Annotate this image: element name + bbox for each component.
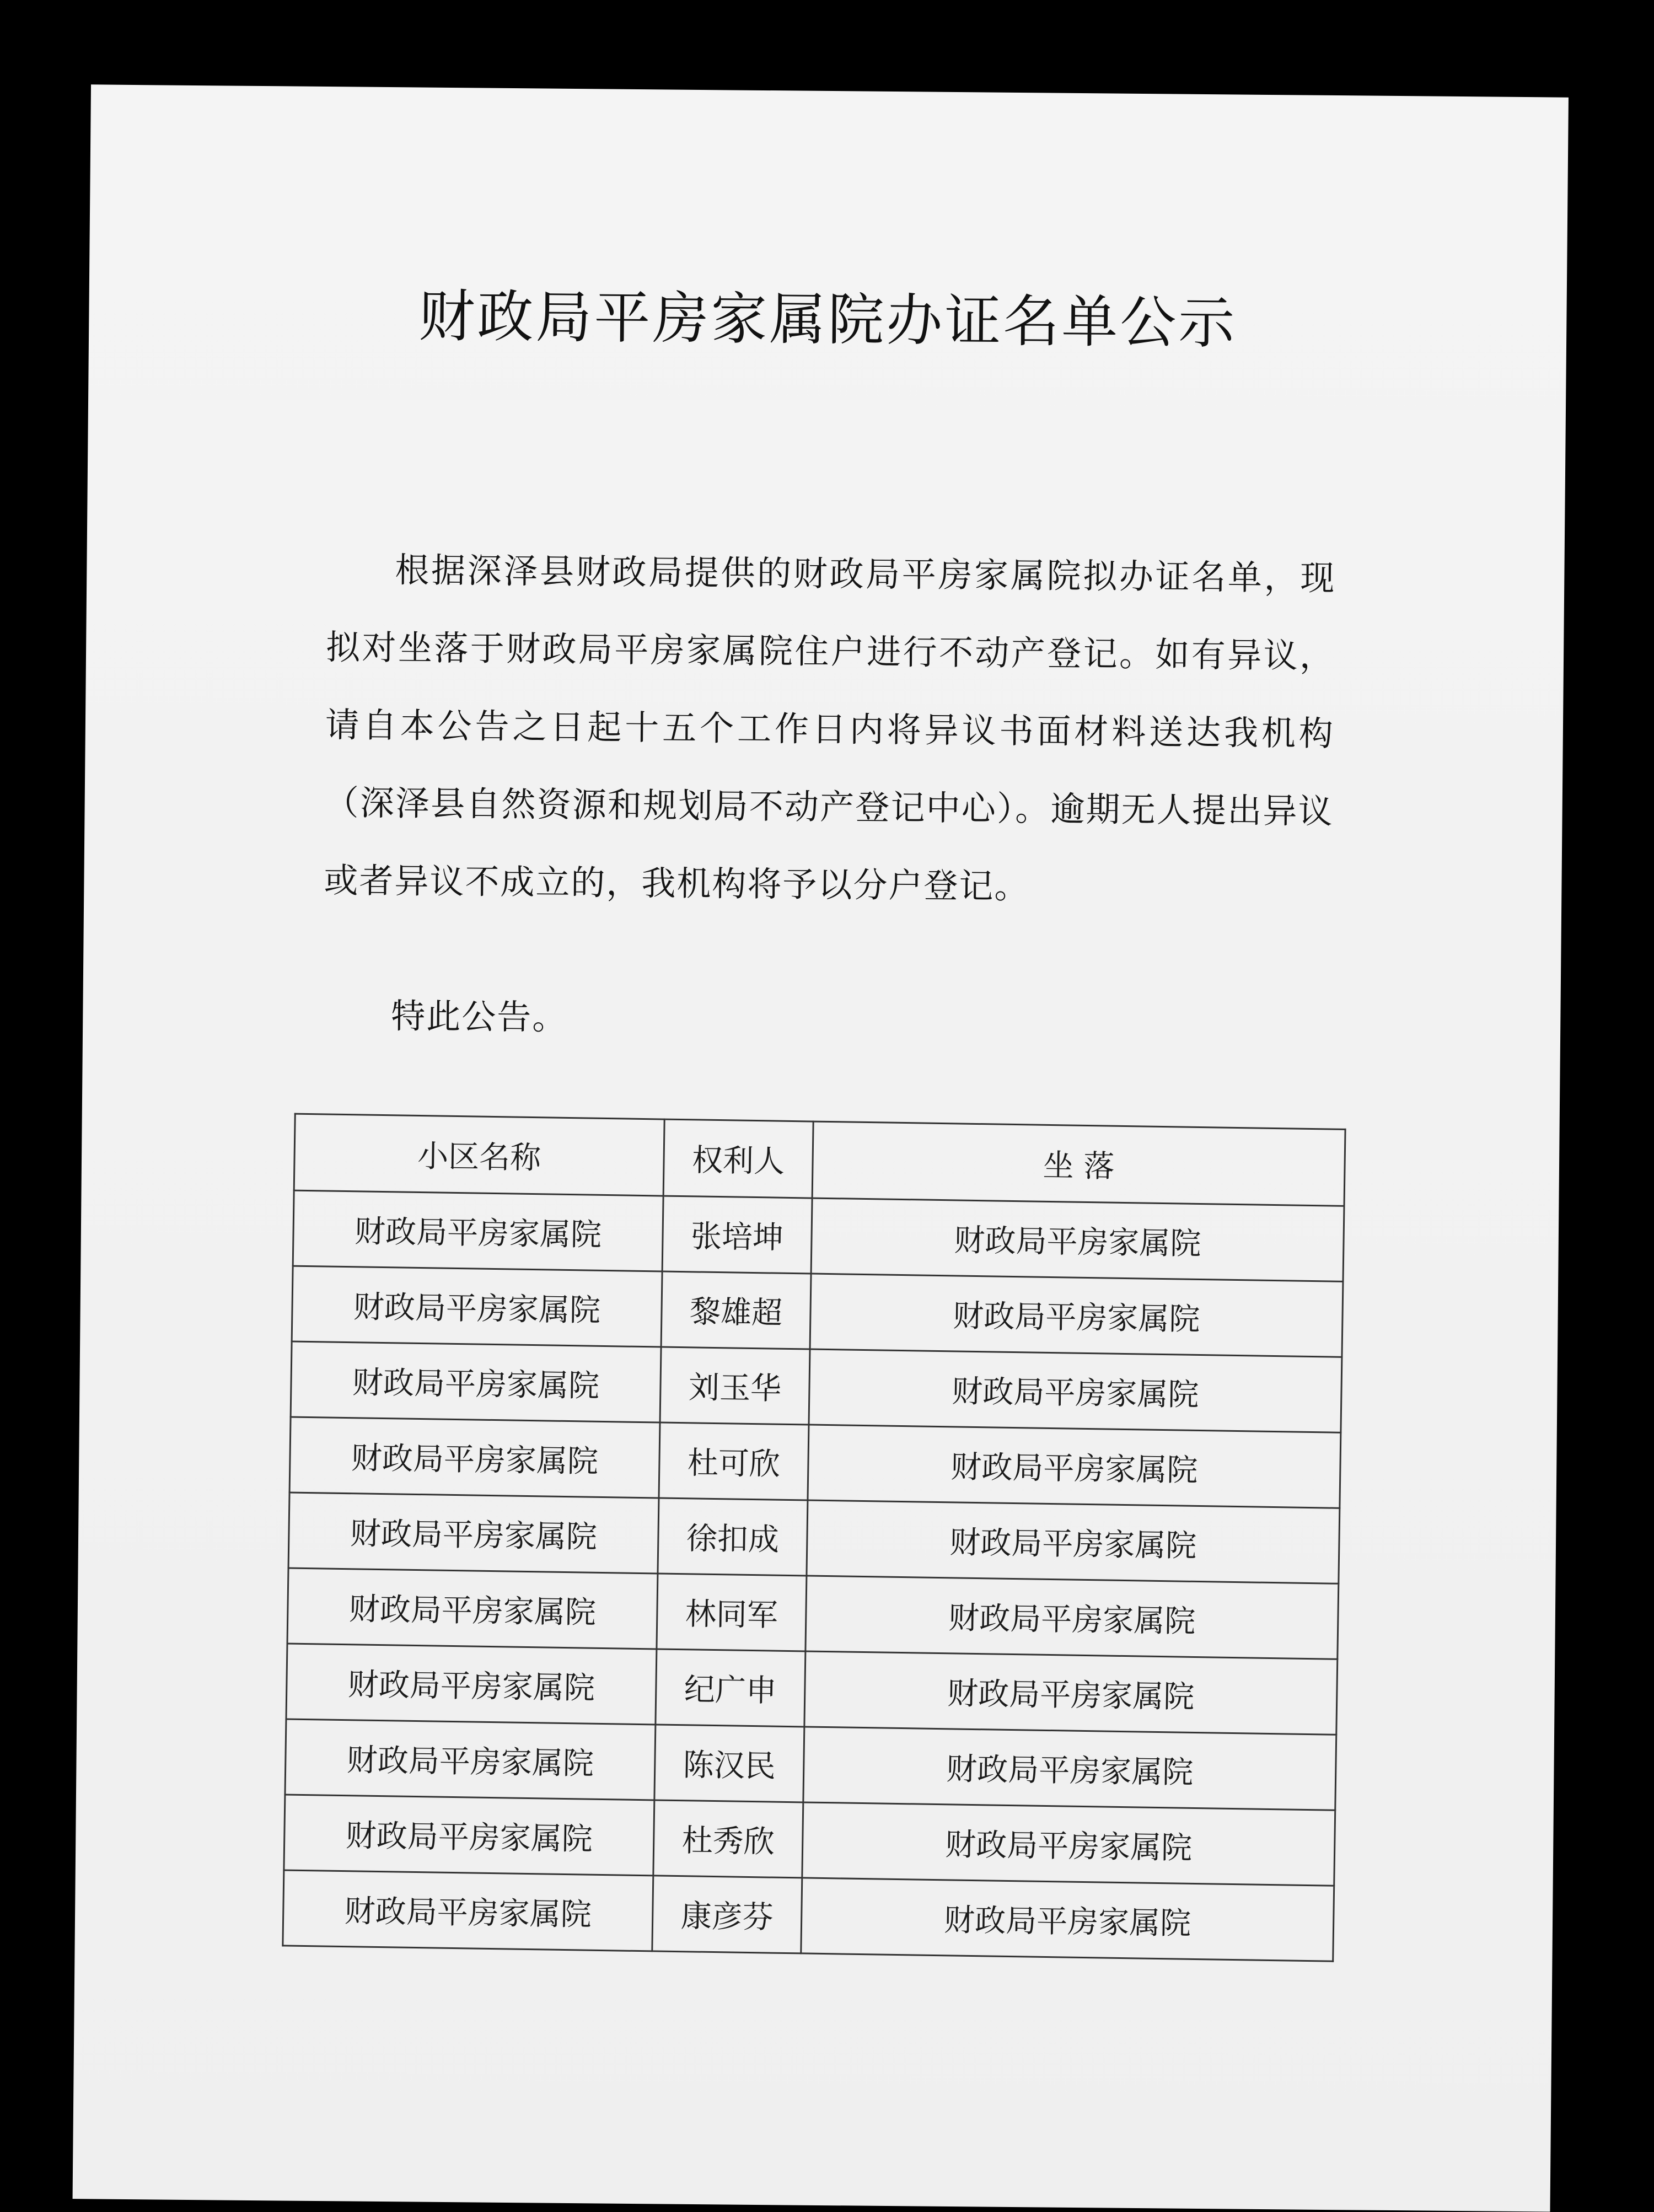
table-header-row: [294, 1114, 1345, 1206]
cell-location: 财政局平房家属院: [804, 1651, 1338, 1735]
cell-right-holder: 康彦芬: [652, 1876, 802, 1953]
cell-location: 财政局平房家属院: [801, 1878, 1334, 1961]
cell-right-holder: 杜可欣: [659, 1422, 809, 1500]
cell-community-name: 财政局平房家属院: [291, 1341, 661, 1422]
cell-community-name: 财政局平房家属院: [284, 1795, 654, 1876]
cell-location: 财政局平房家属院: [808, 1425, 1341, 1508]
cell-right-holder: 纪广申: [656, 1649, 805, 1727]
cell-location: 财政局平房家属院: [807, 1500, 1340, 1583]
cell-community-name: 财政局平房家属院: [286, 1644, 657, 1725]
table-body: [283, 1190, 1344, 1961]
cell-right-holder: 林同军: [657, 1574, 807, 1651]
cell-location: 财政局平房家属院: [809, 1349, 1342, 1432]
cell-community-name: 财政局平房家属院: [289, 1417, 660, 1498]
registration-table-wrapper: [282, 1113, 1344, 1962]
registration-table: [282, 1113, 1346, 1962]
notice-body-paragraph: 根据深泽县财政局提供的财政局平房家属院拟办证名单，现拟对坐落于财政局平房家属院住户进行不动产登记。如有异议，请自本公告之日起十五个工作日内将异议书面材料送达我机构（深泽县自然资源和规划局不动产登记中心）。逾期无人提出异议或者异议不成立的，我机构将予以分户登记。: [324, 550, 1336, 907]
header-community-name: 小区名称: [294, 1114, 664, 1196]
cell-community-name: 财政局平房家属院: [288, 1492, 659, 1574]
cell-location: 财政局平房家属院: [803, 1727, 1336, 1810]
cell-right-holder: 刘玉华: [660, 1347, 810, 1425]
cell-location: 财政局平房家属院: [810, 1274, 1343, 1357]
cell-community-name: 财政局平房家属院: [292, 1266, 662, 1347]
cell-right-holder: 张培坤: [662, 1196, 812, 1274]
cell-right-holder: 陈汉民: [654, 1725, 804, 1802]
cell-right-holder: 杜秀欣: [653, 1800, 803, 1878]
cell-community-name: 财政局平房家属院: [293, 1190, 663, 1271]
cell-right-holder: 黎雄超: [661, 1271, 811, 1349]
notice-closing: 特此公告。: [391, 996, 568, 1038]
notice-paper: [73, 84, 1569, 2211]
cell-community-name: 财政局平房家属院: [287, 1568, 658, 1649]
cell-location: 财政局平房家属院: [805, 1576, 1339, 1659]
cell-right-holder: 徐扣成: [658, 1498, 808, 1576]
header-right-holder: 权利人: [663, 1119, 813, 1198]
table-row: [283, 1870, 1334, 1961]
cell-community-name: 财政局平房家属院: [285, 1719, 656, 1800]
cell-location: 财政局平房家属院: [811, 1198, 1344, 1281]
cell-location: 财政局平房家属院: [802, 1802, 1335, 1886]
cell-community-name: 财政局平房家属院: [283, 1870, 653, 1951]
header-location: 坐 落: [812, 1121, 1345, 1206]
notice-body: [324, 530, 1336, 928]
notice-title: 财政局平房家属院办证名单公示: [418, 283, 1237, 357]
